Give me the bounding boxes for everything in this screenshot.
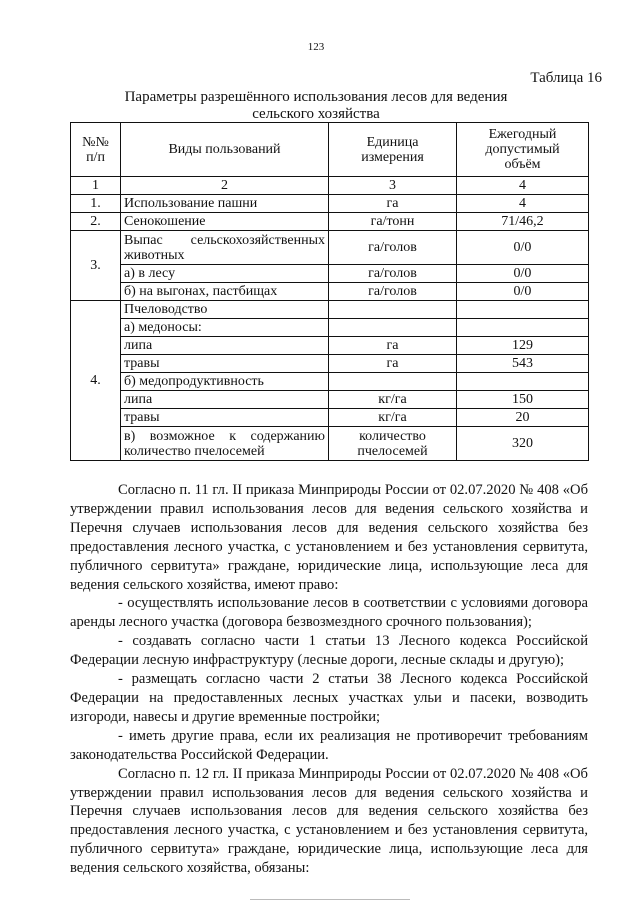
row-value: 320 — [457, 427, 589, 461]
row-unit: кг/га — [329, 409, 457, 427]
row-kind: б) медопродуктивность — [121, 373, 329, 391]
table-row — [71, 283, 589, 301]
row-value: 0/0 — [457, 265, 589, 283]
paragraph: Согласно п. 11 гл. II приказа Минприроды России от 02.07.2020 № 408 «Об утверждении правил использования лесов для ведения сельского хозяйства и Перечня случаев использования лесов для ведения сельского хозяйства без предоставления лесного участка, с установлением и без установления сервитута, публичного сервитута» граждане, юридические лица, использующие леса для ведения сельского хозяйства, имеют право: — [70, 482, 588, 593]
table-row — [71, 231, 589, 265]
row-unit: га/голов — [329, 283, 457, 301]
row-value — [457, 373, 589, 391]
row-kind-line2: животных — [124, 247, 185, 263]
col-number: 4 — [457, 177, 589, 195]
row-kind: травы — [121, 409, 329, 427]
row-value — [457, 319, 589, 337]
row-value: 71/46,2 — [457, 213, 589, 231]
caption-line-2: сельского хозяйства — [252, 106, 380, 122]
bottom-rule — [250, 899, 410, 900]
row-unit: га/голов — [329, 265, 457, 283]
table-row — [71, 195, 589, 213]
row-unit: га — [329, 355, 457, 373]
header-vol-line3: объём — [504, 157, 541, 172]
row-value: 150 — [457, 391, 589, 409]
table-label: Таблица 16 — [530, 70, 602, 86]
col-number: 3 — [329, 177, 457, 195]
row-kind — [121, 231, 329, 265]
table-row — [71, 391, 589, 409]
row-unit — [329, 319, 457, 337]
page-number: 123 — [307, 41, 325, 53]
row-unit: кг/га — [329, 391, 457, 409]
header-kind: Виды пользований — [121, 123, 329, 177]
row-num: 3. — [71, 231, 121, 301]
caption-line-1: Параметры разрешённого использования лесов для ведения — [124, 89, 508, 105]
row-num: 1. — [71, 195, 121, 213]
params-table — [70, 122, 589, 461]
row-unit — [329, 301, 457, 319]
header-num — [71, 123, 121, 177]
row-kind: Использование пашни — [121, 195, 329, 213]
list-item: - иметь другие права, если их реализация не противоречит требованиям законодательства Российской Федерации. — [70, 727, 588, 763]
row-kind-line1: Выпас сельскохозяйственных — [124, 232, 325, 248]
header-row — [71, 123, 589, 177]
row-value: 129 — [457, 337, 589, 355]
row-value: 0/0 — [457, 283, 589, 301]
row-value: 0/0 — [457, 231, 589, 265]
header-unit-line1: Единица — [366, 134, 419, 150]
row-value — [457, 301, 589, 319]
table-row — [71, 337, 589, 355]
row-num: 2. — [71, 213, 121, 231]
row-unit: га/тонн — [329, 213, 457, 231]
header-unit-line2: измерения — [361, 149, 424, 165]
header-unit — [329, 123, 457, 177]
table-row — [71, 213, 589, 231]
list-item: - создавать согласно части 1 статьи 13 Лесного кодекса Российской Федерации лесную инфраструктуру (лесные дороги, лесные склады и другую); — [70, 633, 588, 669]
row-kind: а) в лесу — [121, 265, 329, 283]
row-kind: липа — [121, 391, 329, 409]
row-value: 20 — [457, 409, 589, 427]
row-num: 4. — [71, 301, 121, 461]
row-kind: Пчеловодство — [121, 301, 329, 319]
row-unit: га/голов — [329, 231, 457, 265]
row-unit: га — [329, 195, 457, 213]
col-number: 1 — [71, 177, 121, 195]
table-row — [71, 319, 589, 337]
table-caption — [0, 89, 632, 123]
body-text — [70, 481, 588, 878]
header-volume — [457, 123, 589, 177]
row-kind — [121, 427, 329, 461]
row-kind-line1: в) возможное к содержанию — [124, 428, 325, 444]
row-value: 543 — [457, 355, 589, 373]
table-row — [71, 373, 589, 391]
table-row — [71, 265, 589, 283]
row-value: 4 — [457, 195, 589, 213]
row-kind: Сенокошение — [121, 213, 329, 231]
paragraph: Согласно п. 12 гл. II приказа Минприроды России от 02.07.2020 № 408 «Об утверждении правил использования лесов для ведения сельского хозяйства и Перечня случаев использования лесов для ведения сельского хозяйства без предоставления лесного участка, с установлением и без установления сервитута, публичного сервитута» граждане, юридические лица, использующие леса для ведения сельского хозяйства, обязаны: — [70, 765, 588, 877]
table-row — [71, 355, 589, 373]
row-unit — [329, 427, 457, 461]
row-unit-line1: количество — [359, 428, 426, 444]
list-item: - осуществлять использование лесов в соответствии с условиями договора аренды лесного участка (договора безвозмездного срочного пользования); — [70, 595, 588, 631]
row-kind: а) медоносы: — [121, 319, 329, 337]
row-kind: липа — [121, 337, 329, 355]
header-num-line2: п/п — [86, 149, 105, 165]
row-kind-line2: количество пчелосемей — [124, 443, 265, 459]
row-kind: травы — [121, 355, 329, 373]
col-number-row — [71, 177, 589, 195]
row-unit — [329, 373, 457, 391]
row-unit-line2: пчелосемей — [357, 443, 428, 459]
table-row — [71, 427, 589, 461]
row-kind: б) на выгонах, пастбищах — [121, 283, 329, 301]
header-vol-line1: Ежегодный — [488, 127, 557, 142]
table-row — [71, 301, 589, 319]
header-vol-line2: допустимый — [485, 142, 560, 157]
header-num-line1: №№ — [82, 134, 109, 150]
row-unit: га — [329, 337, 457, 355]
col-number: 2 — [121, 177, 329, 195]
list-item: - размещать согласно части 2 статьи 38 Лесного кодекса Российской Федерации на предоставленных лесных участках ульи и пасеки, возводить изгороди, навесы и другие временные постройки; — [70, 671, 588, 725]
table-row — [71, 409, 589, 427]
